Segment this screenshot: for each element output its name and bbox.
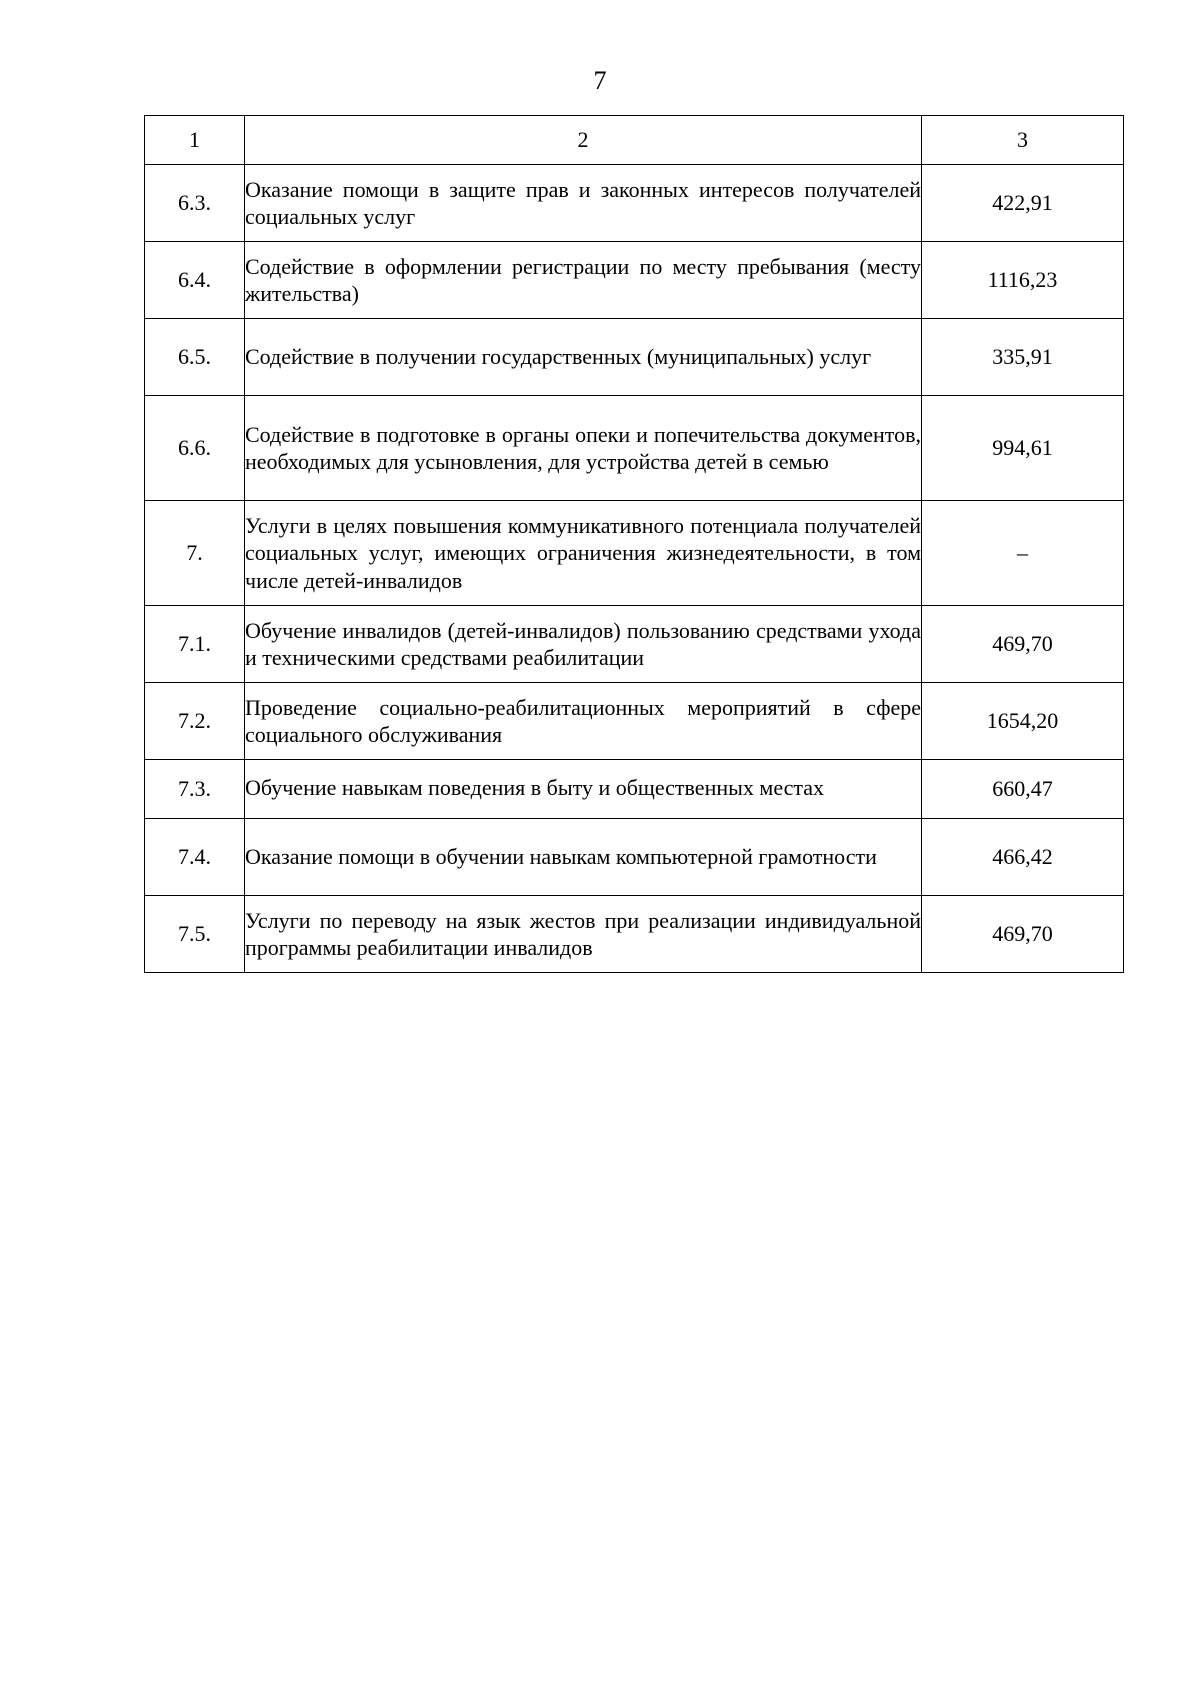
table-row [145, 319, 1124, 396]
row-description: Обучение навыкам поведения в быту и общественных местах [245, 760, 922, 819]
table-row [145, 396, 1124, 501]
table-row [145, 683, 1124, 760]
header-cell-col2: 2 [245, 116, 922, 165]
row-number: 6.3. [145, 165, 245, 242]
row-description: Услуги в целях повышения коммуникативного потенциала получателей социальных услуг, имеющих ограничения жизнедеятельности, в том числе детей-инвалидов [245, 501, 922, 606]
row-number: 7.3. [145, 760, 245, 819]
row-value: 1116,23 [922, 242, 1124, 319]
row-value: 660,47 [922, 760, 1124, 819]
row-number: 6.4. [145, 242, 245, 319]
table-header-row [145, 116, 1124, 165]
row-description: Оказание помощи в защите прав и законных интересов получателей социальных услуг [245, 165, 922, 242]
table-row [145, 165, 1124, 242]
table-row [145, 242, 1124, 319]
row-value: 469,70 [922, 606, 1124, 683]
row-number: 7.2. [145, 683, 245, 760]
row-value: 335,91 [922, 319, 1124, 396]
row-description: Содействие в оформлении регистрации по месту пребывания (месту жительства) [245, 242, 922, 319]
row-description: Проведение социально-реабилитационных мероприятий в сфере социального обслуживания [245, 683, 922, 760]
header-cell-col1: 1 [145, 116, 245, 165]
row-value: – [922, 501, 1124, 606]
services-tariff-table [144, 115, 1124, 973]
row-value: 994,61 [922, 396, 1124, 501]
row-number: 7. [145, 501, 245, 606]
table-row [145, 501, 1124, 606]
table-row [145, 760, 1124, 819]
row-description: Услуги по переводу на язык жестов при реализации индивидуальной программы реабилитации инвалидов [245, 896, 922, 973]
table-row [145, 896, 1124, 973]
row-number: 7.4. [145, 819, 245, 896]
row-value: 466,42 [922, 819, 1124, 896]
page-number: 7 [593, 66, 607, 95]
table-row [145, 606, 1124, 683]
row-description: Обучение инвалидов (детей-инвалидов) пользованию средствами ухода и техническими средствами реабилитации [245, 606, 922, 683]
row-value: 469,70 [922, 896, 1124, 973]
row-description: Содействие в получении государственных (муниципальных) услуг [245, 319, 922, 396]
row-description: Оказание помощи в обучении навыкам компьютерной грамотности [245, 819, 922, 896]
row-description: Содействие в подготовке в органы опеки и попечительства документов, необходимых для усыновления, для устройства детей в семью [245, 396, 922, 501]
row-number: 7.5. [145, 896, 245, 973]
row-value: 422,91 [922, 165, 1124, 242]
row-number: 6.5. [145, 319, 245, 396]
row-number: 7.1. [145, 606, 245, 683]
header-cell-col3: 3 [922, 116, 1124, 165]
row-value: 1654,20 [922, 683, 1124, 760]
row-number: 6.6. [145, 396, 245, 501]
table-row [145, 819, 1124, 896]
